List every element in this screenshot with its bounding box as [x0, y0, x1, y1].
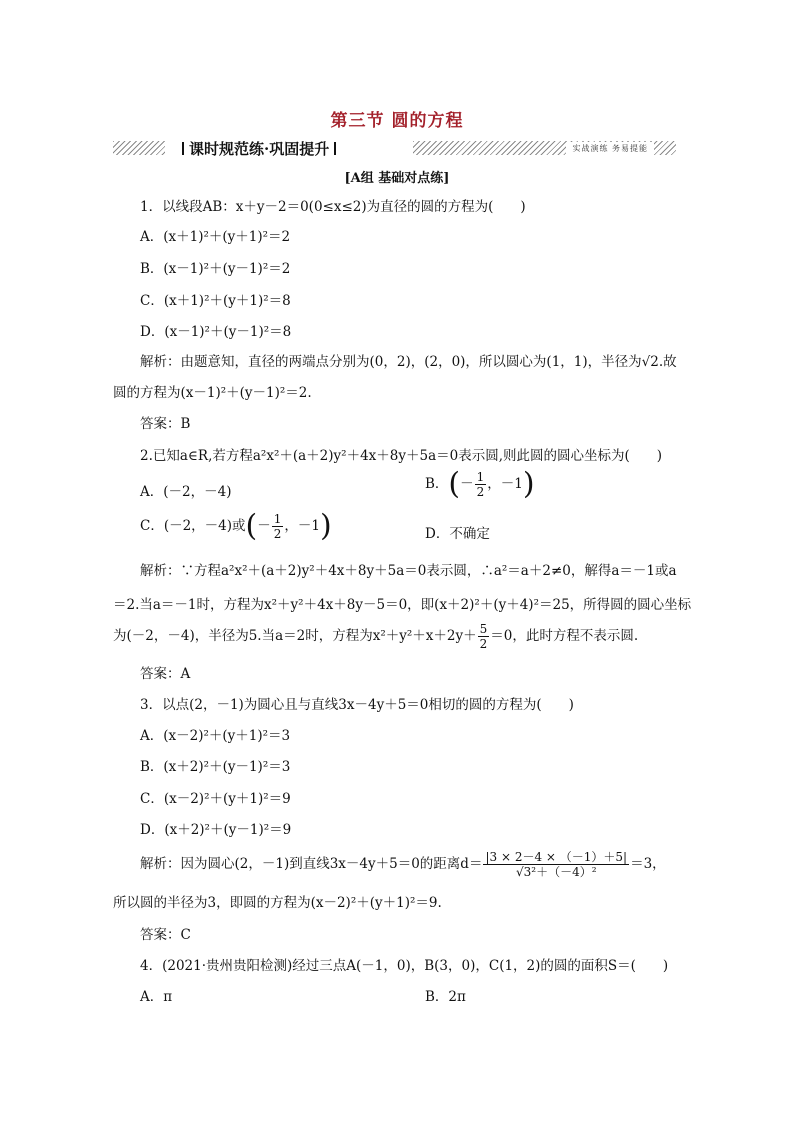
q3-answer: 答案：C [140, 927, 191, 943]
page-title: 第三节 圆的方程 [330, 111, 464, 131]
q1-option-c: C．(x＋1)²＋(y＋1)²＝8 [140, 293, 291, 309]
q3-option-d: D．(x＋2)²＋(y－1)²＝9 [140, 822, 292, 838]
section-banner [113, 140, 676, 158]
q2-answer: 答案：A [140, 666, 191, 682]
q1-answer: 答案：B [140, 416, 191, 432]
q2-option-d: D．不确定 [425, 526, 490, 542]
q2-stem: 2.已知a∈R,若方程a²x²＋(a＋2)y²＋4x＋8y＋5a＝0表示圆,则此圆的圆心坐标为( ) [140, 448, 663, 464]
q2-solution-line3: 为(－2，－4)，半径为5.当a＝2时，方程为x²＋y²＋x＋2y＋ $\frac{5}{2}$ ＝0，此时方程不表示圆. [113, 622, 639, 651]
q4-option-b: B．2π [425, 989, 466, 1005]
q1-solution-line1: 解析：由题意知，直径的两端点分别为(0，2)，(2，0)，所以圆心为(1，1)，半径为√2.故 [140, 354, 677, 370]
q2-option-c: C．(－2，－4)或(－ $\frac{1}{2}$ ，－1) [140, 508, 332, 544]
q1-stem: 1．以线段AB：x＋y－2＝0(0≤x≤2)为直径的圆的方程为( ) [140, 199, 526, 215]
q2-option-b: B．(－ $\frac{1}{2}$ ，－1) [425, 466, 535, 502]
banner-hatch-left [113, 141, 165, 155]
q2-solution-line2: ＝2.当a＝－1时，方程为x²＋y²＋4x＋8y－5＝0，即(x＋2)²＋(y＋4)²＝25，所得圆的圆心坐标 [113, 597, 692, 613]
q3-solution-line1: 解析：因为圆心(2，－1)到直线3x－4y＋5＝0的距离d＝ $\frac{|3 \times 2-4 \times (-1)+5|}{\text{√3²＋（－4）²}}$ ＝3， [140, 850, 666, 879]
group-heading: [A组 基础对点练] [344, 171, 450, 186]
q3-option-b: B．(x＋2)²＋(y－1)²＝3 [140, 759, 291, 775]
q4-stem: 4．(2021·贵州贵阳检测)经过三点A(－1，0)，B(3，0)，C(1，2)的圆的面积S＝( ) [140, 958, 669, 974]
q1-option-a: A．(x＋1)²＋(y＋1)²＝2 [140, 229, 291, 245]
banner-right-text: 实战演练 务易提能 [566, 142, 654, 156]
q3-option-a: A．(x－2)²＋(y＋1)²＝3 [140, 728, 291, 744]
q3-option-c: C．(x－2)²＋(y＋1)²＝9 [140, 791, 291, 807]
banner-text: 课时规范练·巩固提升 [173, 140, 347, 158]
q1-solution-line2: 圆的方程为(x－1)²＋(y－1)²＝2. [113, 385, 312, 401]
q1-option-d: D．(x－1)²＋(y－1)²＝8 [140, 324, 292, 340]
q4-option-a: A．π [140, 989, 173, 1005]
q1-option-b: B．(x－1)²＋(y－1)²＝2 [140, 261, 291, 277]
q3-stem: 3．以点(2，－1)为圆心且与直线3x－4y＋5＝0相切的圆的方程为( ) [140, 697, 574, 713]
q3-solution-line2: 所以圆的半径为3，即圆的方程为(x－2)²＋(y＋1)²＝9. [113, 895, 442, 911]
q2-option-a: A．(－2，－4) [140, 484, 232, 500]
q2-solution-line1: 解析：∵方程a²x²＋(a＋2)y²＋4x＋8y＋5a＝0表示圆，∴a²＝a＋2≠0，解得a＝－1或a [140, 563, 677, 579]
